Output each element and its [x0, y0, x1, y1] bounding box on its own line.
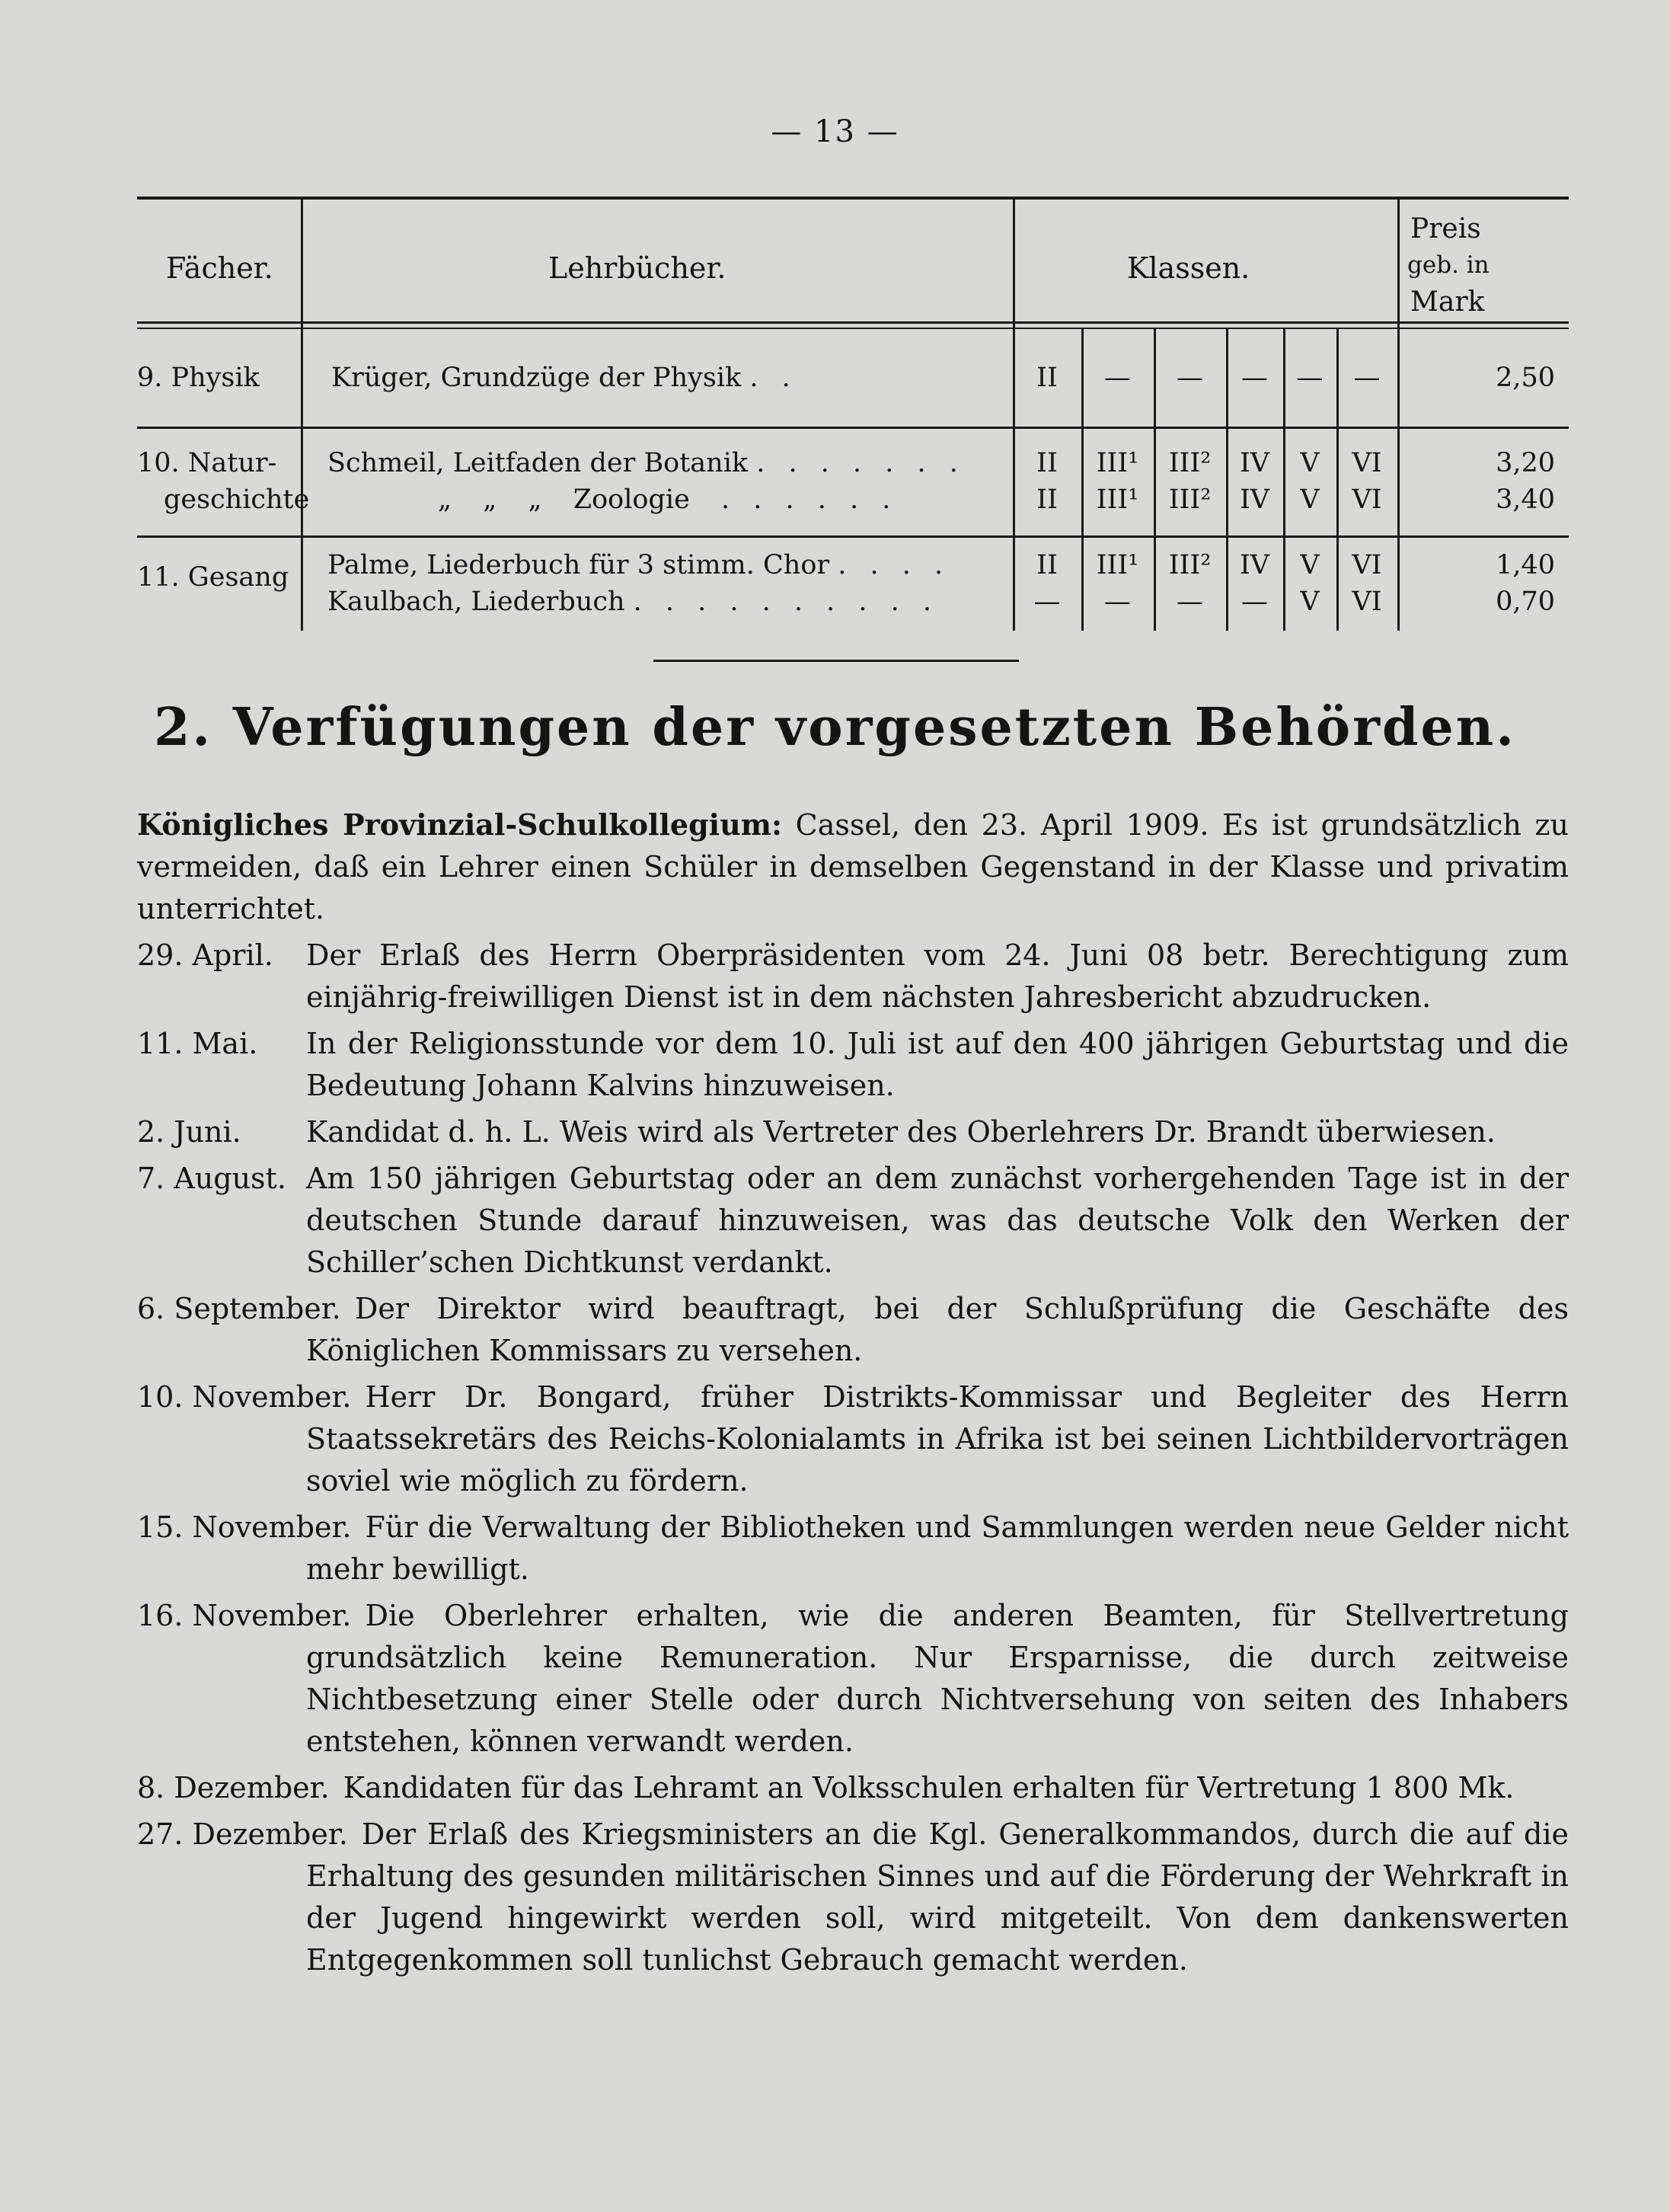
- decree-entry: [137, 1814, 1569, 1981]
- price-cell: 3,40: [1496, 484, 1555, 515]
- decree-text: Für die Verwaltung der Bibliotheken und Sammlungen werden neue Gelder nicht mehr bewilligt.: [306, 1510, 1569, 1586]
- table-row-rule-2: [137, 535, 1569, 538]
- section-separator: [653, 660, 1019, 662]
- header-price-line1: Preis: [1410, 213, 1481, 245]
- price-cell: 2,50: [1496, 363, 1555, 393]
- decree-date: 27. Dezember.: [137, 1817, 348, 1851]
- class-cell: III²: [1168, 448, 1212, 478]
- decree-entry: [137, 1376, 1569, 1502]
- class-cell: V: [1300, 550, 1320, 580]
- decree-text: Der Erlaß des Kriegsministers an die Kgl. Generalkommandos, durch die auf die Erhaltung des gesunden militärischen Sinnes und auf die Förderung der Wehrkraft in der Jugend hingewirkt werden soll, wird mitgeteilt. Von dem dankenswerten Entgegenkommen soll tunlichst Gebrauch gemacht werden.: [306, 1817, 1569, 1977]
- class-cell: II: [1036, 363, 1058, 393]
- price-cell: 3,20: [1496, 448, 1555, 478]
- leader-dots: . . . .: [838, 550, 951, 580]
- class-cell: II: [1036, 550, 1058, 580]
- row-book: [438, 484, 898, 515]
- table-col-rule-3: [1397, 197, 1400, 631]
- decree-date: 7. August.: [137, 1162, 286, 1195]
- decree-entry: [137, 1595, 1569, 1763]
- decree-date: 6. September.: [137, 1292, 341, 1325]
- class-cell: —: [1296, 363, 1324, 393]
- decree-text: Am 150 jährigen Geburtstag oder an dem zunächst vorhergehenden Tage ist in der deutschen Stunde darauf hinzuweisen, was das deutsche Volk den Werken der Schiller’schen Dichtkunst verdankt.: [306, 1162, 1569, 1279]
- decree-date: 15. November.: [137, 1510, 352, 1544]
- row-book: [327, 550, 950, 580]
- leader-dots: . . . . . . .: [756, 448, 966, 478]
- class-cell: VI: [1352, 484, 1382, 515]
- row-subject-cont: geschichte: [164, 484, 310, 515]
- decree-list: [137, 804, 1569, 1986]
- class-cell: VI: [1352, 587, 1382, 617]
- decree-text: [137, 804, 1569, 930]
- decree-date: 29. April.: [137, 938, 273, 972]
- class-cell: IV: [1239, 484, 1270, 515]
- header-classes: Klassen.: [1127, 251, 1250, 285]
- header-textbooks: Lehrbücher.: [548, 251, 726, 285]
- row-book: [327, 587, 939, 617]
- decree-date: 10. November.: [137, 1380, 352, 1414]
- textbook-table: [137, 197, 1569, 631]
- decree-date: 2. Juni.: [137, 1115, 241, 1149]
- decree-entry: [137, 804, 1569, 930]
- decree-date: 16. November.: [137, 1599, 352, 1632]
- decree-text: Herr Dr. Bongard, früher Distrikts-Kommissar und Begleiter des Herrn Staatssekretärs des Reichs-Kolonialamts in Afrika ist bei seinen Lichtbildervorträgen soviel wie möglich zu fördern.: [306, 1380, 1569, 1498]
- price-cell: 0,70: [1496, 587, 1555, 617]
- decree-entry: [137, 1023, 1569, 1107]
- decree-body: Cassel, den 23. April 1909. Es ist grundsätzlich zu vermeiden, daß ein Lehrer einen Schüler in demselben Gegenstand in der Klasse und privatim unterrichtet.: [137, 808, 1569, 925]
- header-price-line3: Mark: [1410, 286, 1485, 318]
- class-cell: VI: [1352, 448, 1382, 478]
- decree-entry: [137, 1288, 1569, 1372]
- class-cell: V: [1300, 448, 1320, 478]
- class-cell: III¹: [1096, 448, 1139, 478]
- leader-dots: . . . . . . . . . .: [633, 587, 940, 617]
- table-top-rule: [137, 197, 1569, 200]
- table-row-rule-1: [137, 427, 1569, 429]
- decree-text: Die Oberlehrer erhalten, wie die anderen Beamten, für Stellvertretung grundsätzlich keine Remuneration. Nur Ersparnisse, die durch zeitweise Nichtbesetzung einer Stelle oder durch Nichtversehung von seiten des Inhabers entstehen, können verwandt werden.: [306, 1599, 1569, 1758]
- class-cell: —: [1177, 587, 1203, 617]
- decree-date: 8. Dezember.: [137, 1771, 330, 1804]
- header-subjects: Fächer.: [166, 251, 273, 285]
- book-title: Krüger, Grundzüge der Physik: [331, 363, 742, 393]
- book-title: „ „ „ Zoologie: [438, 484, 690, 515]
- class-cell: III¹: [1096, 484, 1139, 515]
- class-cell: IV: [1239, 550, 1270, 580]
- class-cell: V: [1300, 484, 1320, 515]
- class-cell: —: [1104, 587, 1131, 617]
- decree-date: 11. Mai.: [137, 1027, 258, 1060]
- class-cell: II: [1036, 448, 1058, 478]
- class-cell: —: [1353, 363, 1381, 393]
- decree-text: Der Erlaß des Herrn Oberpräsidenten vom 24. Juni 08 betr. Berechtigung zum einjährig-freiwilligen Dienst ist in dem nächsten Jahresbericht abzudrucken.: [306, 938, 1569, 1014]
- decree-entry: [137, 1507, 1569, 1590]
- book-title: Palme, Liederbuch für 3 stimm. Chor: [327, 550, 830, 580]
- class-cell: IV: [1239, 448, 1270, 478]
- row-subject: 11. Gesang: [137, 562, 289, 593]
- authority-name: Königliches Provinzial-Schulkollegium:: [137, 807, 782, 842]
- section-title: 2. Verfügungen der vorgesetzten Behörden.: [154, 697, 1516, 758]
- decree-entry: [137, 1767, 1569, 1809]
- header-price-line2: geb. in: [1407, 251, 1490, 279]
- decree-entry: [137, 935, 1569, 1018]
- decree-text: Kandidaten für das Lehramt an Volksschulen erhalten für Vertretung 1 800 Mk.: [343, 1771, 1515, 1804]
- decree-entry: [137, 1158, 1569, 1283]
- table-header-rule: [137, 321, 1569, 324]
- decree-text: Der Direktor wird beauftragt, bei der Schlußprüfung die Geschäfte des Königlichen Kommissars zu versehen.: [306, 1292, 1569, 1367]
- page-number: — 13 —: [771, 114, 899, 149]
- class-cell: III²: [1168, 484, 1212, 515]
- class-cell: —: [1241, 363, 1268, 393]
- row-subject: 10. Natur-: [137, 448, 277, 478]
- class-cell: III²: [1168, 550, 1212, 580]
- class-cell: —: [1033, 587, 1061, 617]
- row-subject: 9. Physik: [137, 363, 260, 393]
- row-book: [327, 448, 966, 478]
- class-cell: III¹: [1096, 550, 1139, 580]
- table-col-rule-1: [301, 197, 303, 631]
- table-header-rule-2: [137, 328, 1569, 329]
- book-title: Schmeil, Leitfaden der Botanik: [327, 448, 749, 478]
- leader-dots: . . . . . .: [720, 484, 899, 515]
- price-cell: 1,40: [1496, 550, 1555, 580]
- row-book: [331, 363, 798, 393]
- class-cell: V: [1300, 587, 1320, 617]
- class-cell: —: [1104, 363, 1131, 393]
- decree-text: In der Religionsstunde vor dem 10. Juli ist auf den 400 jährigen Geburtstag und die Bedeutung Johann Kalvins hinzuweisen.: [306, 1027, 1569, 1102]
- class-cell: VI: [1352, 550, 1382, 580]
- decree-text: Kandidat d. h. L. Weis wird als Vertreter des Oberlehrers Dr. Brandt überwiesen.: [306, 1115, 1496, 1149]
- class-cell: —: [1241, 587, 1268, 617]
- decree-entry: [137, 1111, 1569, 1153]
- class-cell: —: [1177, 363, 1203, 393]
- leader-dots: . .: [749, 363, 798, 393]
- book-title: Kaulbach, Liederbuch: [327, 587, 625, 617]
- class-cell: II: [1036, 484, 1058, 515]
